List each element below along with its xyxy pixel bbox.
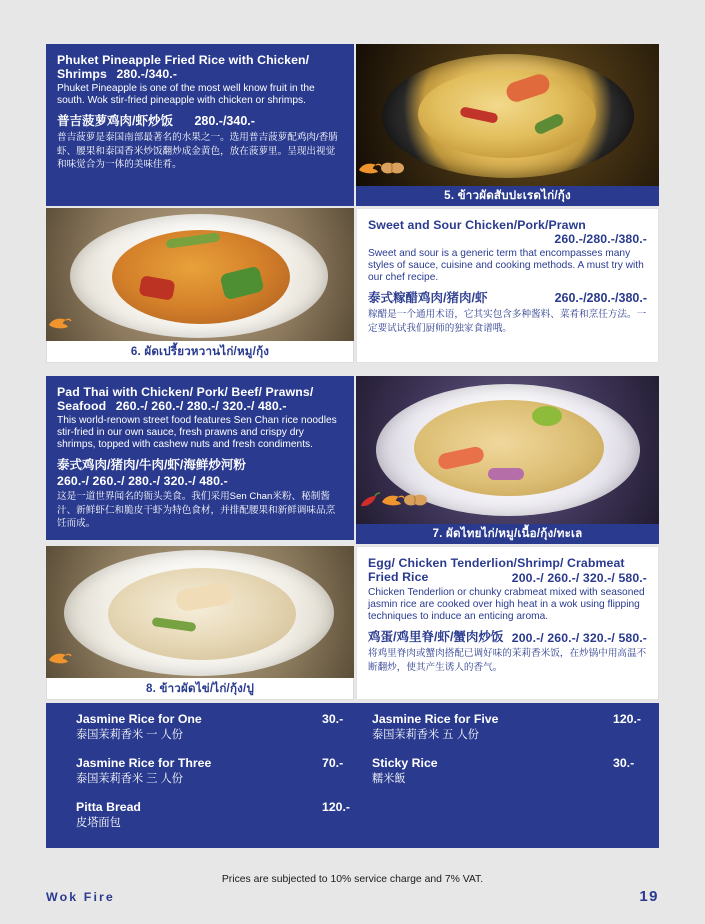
rice-item-1 xyxy=(76,712,316,743)
dish-3-caption-text: 7. ผัดไทยไก่/หมู/เนื้อ/กุ้ง/ทะเล xyxy=(432,527,583,540)
rice-item-1-cn: 泰国茉莉香米 一 人份 xyxy=(76,729,183,741)
rice-item-5-en: Pitta Bread xyxy=(76,800,141,814)
dish-4-cn-desc: 将鸡里脊肉或蟹肉搭配已调好味的茉莉香米饭，在炒锅中用高温不断翻炒，使其产生诱人的香气。 xyxy=(368,648,647,673)
rice-item-4-cn: 糯米飯 xyxy=(372,773,406,785)
dish-1-rice-mound xyxy=(418,70,596,158)
dish-2-food xyxy=(112,230,290,324)
dish-2-photo xyxy=(46,208,354,341)
rice-list-panel xyxy=(46,703,659,848)
rice-item-3-en: Jasmine Rice for Three xyxy=(76,756,212,770)
dish-2-th-title: 泰式糘醋鸡肉/猪肉/虾 260.-/280.-/380.- xyxy=(368,291,647,306)
dish-1-caption-text: 5. ข้าวผัดสับปะเรดไก่/กุ้ง xyxy=(444,189,571,202)
dish-3-en-title: Pad Thai with Chicken/ Pork/ Beef/ Prawns/ Seafood 260.-/ 260.-/ 280.-/ 320.-/ 480.- xyxy=(57,385,314,413)
rice-item-1-en: Jasmine Rice for One xyxy=(76,712,202,726)
dish-3-en-desc: This world-renown street food features Sen Chan rice noodles stir-fried in our own sauce, fresh prawns and crispy dry shrimps, topped with cashew nuts and fresh condiments. xyxy=(57,415,337,451)
rice-item-2 xyxy=(372,712,612,743)
dish-3-onion xyxy=(488,468,524,480)
dish-2-th-price: 260.-/280.-/380.- xyxy=(554,291,647,306)
rice-item-4-price: 30.- xyxy=(613,756,635,770)
dish-4-th-title: 鸡蛋/鸡里脊/虾/蟹肉炒饭 xyxy=(368,630,504,645)
dish-1-caption xyxy=(356,186,659,206)
dish-3-noodles xyxy=(414,400,604,496)
rice-item-1-price: 30.- xyxy=(322,712,344,726)
footer-note: Prices are subjected to 10% service charge and 7% VAT. xyxy=(221,874,484,885)
dish-4-rice xyxy=(108,568,296,660)
rice-item-4-en: Sticky Rice xyxy=(372,756,438,770)
dish-2-text-panel xyxy=(356,208,659,363)
rice-item-2-cn: 泰国茉莉香米 五 人份 xyxy=(372,729,479,741)
shrimp-icon xyxy=(46,648,72,668)
dish-4-th-price: 200.-/ 260.-/ 320.-/ 580.- xyxy=(511,631,647,646)
dish-2-cn-desc: 糘醋是一个通用术语，它其实包含多种酱料、菜肴和烹任方法。一定要试试我们厨师的独家食谱哦。 xyxy=(368,309,647,334)
dish-1-en-desc: Phuket Pineapple is one of the most well know fruit in the south. Wok stir-fried pineapple with chicken or shrimps. xyxy=(57,83,315,107)
rice-item-4 xyxy=(372,756,612,787)
dish-1-th-title: 普吉菠萝鸡肉/虾炒饭 280.-/340.- xyxy=(57,114,255,129)
dish-2-caption-text: 6. ผัดเปรี้ยวหวานไก่/หมู/กุ้ง xyxy=(130,344,270,358)
dish-3-caption xyxy=(356,524,659,544)
dish-3-th-title: 泰式鸡肉/猪肉/牛肉/虾/海鲜炒河粉 xyxy=(57,458,246,473)
dish-4-text-panel xyxy=(356,546,659,700)
dish-3-text-panel xyxy=(46,376,354,540)
rice-item-2-price: 120.- xyxy=(613,712,642,726)
rice-item-5-cn: 皮塔面包 xyxy=(76,817,121,829)
dish-2-en-price: 260.-/280.-/380.- xyxy=(554,232,647,246)
peanut-icon xyxy=(379,158,405,178)
dish-4-caption xyxy=(46,678,354,700)
rice-item-3-cn: 泰国茉莉香米 三 人份 xyxy=(76,773,183,785)
rice-item-2-en: Jasmine Rice for Five xyxy=(372,712,499,726)
dish-3-cn-desc: 这是一道世界闻名的衙头美食。我们采用Sen Chan米粉、秘制酱汁、新鲜虾仁和脆皮干虾为特色食材，并排配腰果和新鲜调味品烹饪而成。 xyxy=(57,491,336,530)
brand-name: Wok Fire xyxy=(46,890,115,904)
dish-3-lime xyxy=(532,406,562,426)
rice-item-3-price: 70.- xyxy=(322,756,344,770)
dish-1-en-title: Phuket Pineapple Fried Rice with Chicken/ Shrimps 280.-/340.- xyxy=(57,53,310,81)
dish-4-en-title: Egg/ Chicken Tenderlion/Shrimp/ Crabmeat Fried Rice xyxy=(368,556,625,584)
dish-1-text-panel xyxy=(46,44,354,206)
page-number: 19 xyxy=(639,888,659,905)
shrimp-icon xyxy=(46,313,72,333)
dish-1-en-price: 280.-/340.- xyxy=(116,67,178,81)
rice-item-5-price: 120.- xyxy=(322,800,351,814)
dish-3-th-price: 260.-/ 260.-/ 280.-/ 320.-/ 480.- xyxy=(57,474,228,489)
dish-1-cn-desc: 普吉菠萝是泰国南部最著名的水果之一。选用普吉菠萝配鸡肉/香腈虾、腰果和泰国香米炒饭翻炒成金黄色，放在菠萝里。呈现出视觉和味觉合为一体的美味佳肴。 xyxy=(57,132,338,170)
dish-1-th-price: 280.-/340.- xyxy=(194,114,255,129)
dish-3-en-price: 260.-/ 260.-/ 280.-/ 320.-/ 480.- xyxy=(115,399,287,413)
dish-2-en-desc: Sweet and sour is a generic term that encompasses many styles of sauce, cuisine and cooking methods. A must try with our chef recipe. xyxy=(368,248,644,284)
dish-4-en-desc: Chicken Tenderlion or chunky crabmeat mixed with seasoned jasmin rice are cooked over high heat in a wok using flipping techniques to induce an enticing aroma. xyxy=(368,587,645,623)
dish-4-en-price: 200.-/ 260.-/ 320.-/ 580.- xyxy=(511,571,647,585)
dish-2-en-title: Sweet and Sour Chicken/Pork/Prawn xyxy=(368,218,586,232)
dish-2-caption xyxy=(46,341,354,363)
rice-item-5 xyxy=(76,800,316,831)
peanut-icon xyxy=(402,490,428,510)
rice-item-3 xyxy=(76,756,316,787)
dish-4-photo xyxy=(46,546,354,678)
dish-4-caption-text: 8. ข้าวผัดไข่/ไก่/กุ้ง/ปู xyxy=(145,681,255,695)
